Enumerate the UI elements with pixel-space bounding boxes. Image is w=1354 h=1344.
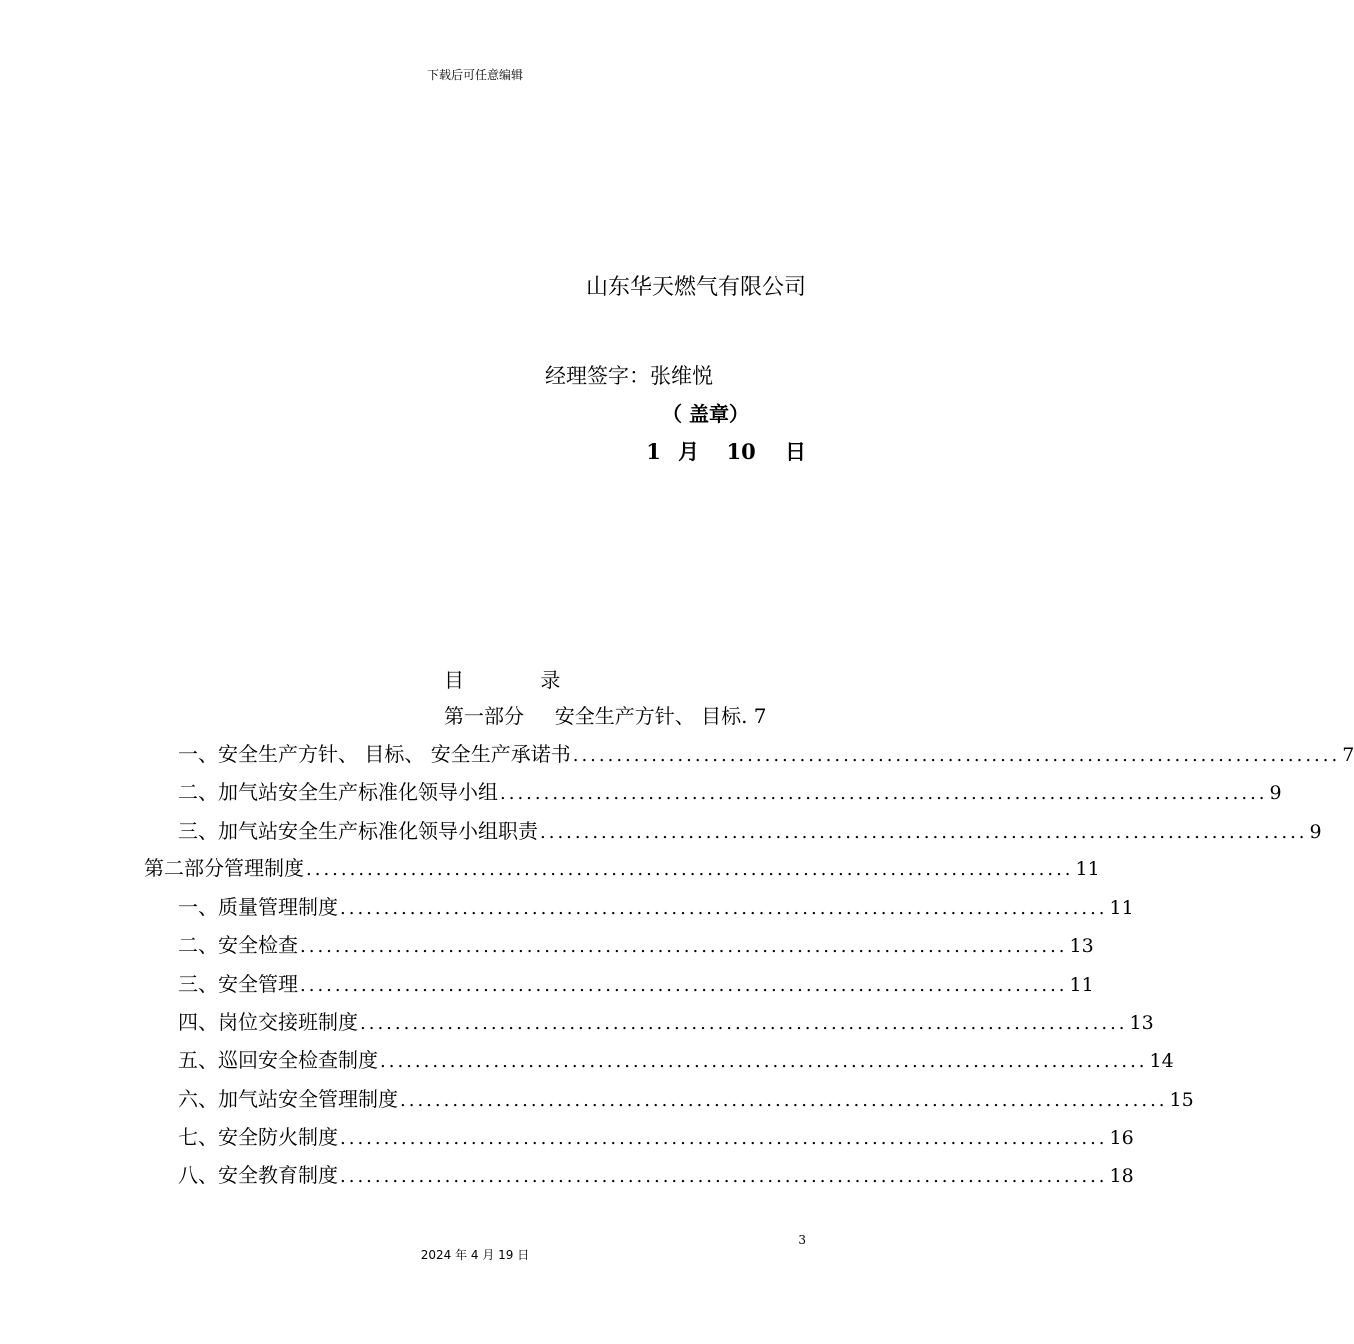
toc-entry-page: 11 [1069, 973, 1094, 996]
toc-entry-title: 安全教育制度 [218, 1163, 338, 1188]
toc-entry-number: 五、 [178, 1048, 218, 1073]
toc-entry-number: 七、 [178, 1124, 218, 1149]
toc-entry[interactable] [178, 1006, 1154, 1036]
toc-entry-page: 16 [1109, 1126, 1134, 1149]
toc-entry-page: 7 [1342, 744, 1354, 766]
dot-leader: ........................................................................................ [300, 974, 1068, 996]
toc-entry-title: 安全生产方针、 目标、 安全生产承诺书 [218, 742, 571, 766]
manager-signature: 经理签字：张维悦 [545, 364, 713, 388]
toc-entry[interactable] [178, 776, 1282, 806]
toc-entry-page: 9 [1309, 820, 1322, 843]
toc-entry-page: 13 [1129, 1011, 1154, 1034]
toc-entry[interactable] [178, 929, 1094, 959]
toc-entry-number: 四、 [178, 1009, 218, 1034]
toc-entry-number: 二、 [178, 933, 218, 958]
date-day: 10 [726, 439, 756, 464]
toc-entry[interactable] [178, 1121, 1134, 1151]
toc-title [444, 664, 560, 693]
part-one-label: 第一部分 [444, 704, 524, 728]
part-one-page: 7 [753, 704, 767, 728]
toc-entry[interactable] [178, 891, 1134, 921]
toc-title-b: 录 [540, 668, 561, 692]
company-name: 山东华天燃气有限公司 [585, 275, 806, 300]
dot-leader: ........................................................................................ [360, 1012, 1128, 1034]
toc-entry-page: 13 [1069, 935, 1094, 958]
dot-leader: ........................................................................................ [540, 821, 1308, 843]
toc-entry-title: 加气站安全生产标准化领导小组 [218, 780, 498, 805]
part-two-label: 第二部分 [144, 856, 224, 880]
toc-entry-page: 11 [1109, 897, 1134, 919]
toc-entry-title: 加气站安全管理制度 [218, 1086, 398, 1111]
dot-leader: ........................................................................................ [572, 745, 1341, 766]
toc-entry-title: 加气站安全生产标准化领导小组职责 [218, 818, 538, 843]
toc-entry[interactable] [178, 1044, 1174, 1074]
toc-entry[interactable] [178, 968, 1094, 998]
sign-date [646, 436, 806, 466]
part-one-title: 安全生产方针、 目标 [554, 704, 742, 728]
toc-entry-title: 安全检查 [218, 933, 298, 958]
date-month-label: 月 [678, 439, 700, 464]
dot-leader: ........................................................................................ [300, 936, 1068, 958]
toc-entry[interactable] [178, 1159, 1134, 1189]
dot-leader: ........................................................................................ [306, 859, 1074, 880]
toc-entry-page: 15 [1169, 1088, 1194, 1111]
part-two-page: 11 [1075, 858, 1100, 880]
toc-entry-number: 三、 [178, 971, 218, 996]
part-two-title: 管理制度 [224, 856, 304, 880]
dot-leader: ........................................................................................ [340, 898, 1108, 919]
toc-title-a: 目 [444, 668, 464, 692]
dot-leader: ........................................................................................ [340, 1127, 1108, 1149]
toc-entry-title: 安全管理 [218, 971, 298, 996]
toc-entry[interactable] [178, 1083, 1194, 1113]
date-day-label: 日 [785, 439, 806, 464]
toc-entry-title: 巡回安全检查制度 [218, 1048, 378, 1073]
toc-part-one[interactable]: 第一部分 安全生产方针、 目标. 7 [444, 704, 767, 728]
toc-entry[interactable] [178, 738, 1354, 768]
header-note: 下载后可任意编辑 [426, 68, 523, 82]
toc-entry-number: 六、 [178, 1086, 218, 1111]
toc-entry-number: 二、 [178, 780, 218, 805]
toc-entry-number: 八、 [178, 1163, 218, 1188]
toc-entry-number: 一、 [178, 742, 218, 766]
dot-leader: ........................................................................................ [380, 1051, 1148, 1073]
footer-date: 2024 年 4 月 19 日 [420, 1248, 530, 1262]
seal-note: （ 盖章） [662, 402, 749, 426]
toc-entry-number: 一、 [178, 895, 218, 919]
toc-entry-number: 三、 [178, 818, 218, 843]
toc-entry[interactable] [178, 815, 1322, 845]
toc-entry-title: 安全防火制度 [218, 1124, 338, 1149]
date-month: 1 [646, 439, 661, 464]
toc-entry-title: 质量管理制度 [218, 895, 338, 919]
toc-entry-page: 18 [1109, 1165, 1134, 1188]
toc-entry-title: 岗位交接班制度 [218, 1009, 358, 1034]
toc-entry-page: 14 [1149, 1050, 1174, 1073]
dot-leader: ........................................................................................ [400, 1089, 1168, 1111]
dot-leader: ........................................................................................ [500, 783, 1268, 805]
page-number: 3 [798, 1233, 806, 1247]
dot-leader: ........................................................................................ [340, 1166, 1108, 1188]
toc-entry-page: 9 [1269, 782, 1282, 805]
toc-part-two[interactable] [144, 852, 1100, 882]
